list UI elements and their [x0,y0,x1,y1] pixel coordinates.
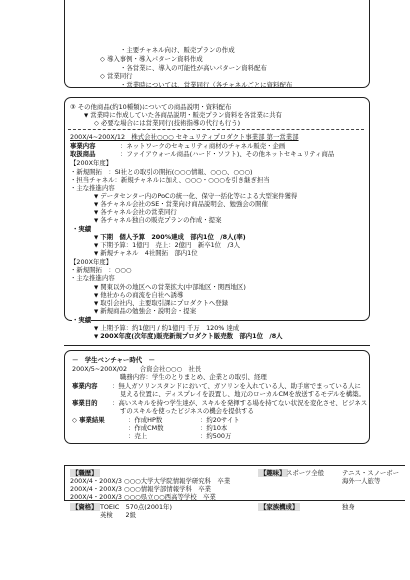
top-line-1: ・主要チャネル向け、販売プランの作成 [120,46,235,54]
y2-result-2: ▼ 200X年度(次年度)販売新規プロダクト販売数 部内1位 /8人 [94,332,283,341]
y2-bullet-1: ▼ 関東以外の地区への営業拡大(中部地区・関西地区) [94,283,246,292]
results-label: ◇ 事業結果 [72,416,105,424]
y1-result-3: ▼ 新規チャネル 4社開拓 部内1位 [94,249,198,258]
top-line-3: ・各営業に、導入の可能性が高いパターン資料配布 [120,64,267,72]
purpose-label: 事業目的 [72,399,98,407]
y1-bullet-2: ▼ 各チャネル会社のSE・営業向け商品説明会、勉強会の開催 [94,200,268,209]
profile-divider [64,500,404,501]
content-value: ：無人ガソリンスタンドにおいて、ガソリンを入れている人、助手席でまっている人に [112,382,361,390]
edu-line-1: 200X/4・200X/3 ○○○大学大学院情報学研究科 卒業 [70,477,231,485]
sec2-head3: ◇ 必要な場合には営業同行(技術指導の代行も行う) [94,119,241,127]
venture-title: － 学生ベンチャー時代 － [72,356,155,364]
y2-result-1: ▼ 上期予算：約1億円 / 約1億円 千万 120% 達成 [94,324,239,333]
qual-label: 【資格】 [72,503,98,511]
family-label: 【家族構成】 [260,503,299,511]
top-line-5: ・営業時については、営業同行（各チャネルごとに資料配布 [120,81,293,89]
prod-label: 取扱商品 [70,150,96,158]
venture-period: 200X/5~200X/02 合資会社○○○ 社長 [72,365,202,373]
family-value: 独身 [342,503,355,511]
result-val-3: ：約500万 [200,432,232,440]
y1-result-label: ・実績 [72,225,92,233]
result-key-1: ：作成HP数 [128,416,163,424]
y2-item-1: ・新規開拓 ：○○○ [70,266,132,274]
qual-value-2: 英検 2級 [100,511,137,519]
job-label: 事業内容 [70,142,96,150]
y1-bullet-4: ▼ 各チャネル独自の販売プランの作成・提案 [94,216,221,225]
result-key-2: ：作成CM数 [128,424,164,432]
content-label: 事業内容 [72,382,98,390]
y2-head: 【200X年度】 [70,258,113,266]
edu-line-2: 200X/4・200X/3 ○○○情報学部情報学科 卒業 [70,485,212,493]
result-val-2: ：約10本 [200,424,228,432]
y2-bullet-4: ▼ 新規商品の勉強会・説明会・提案 [94,307,196,316]
y2-item-2: ・主な推進内容 [70,274,115,282]
y1-bullet-3: ▼ 各チャネル会社の営業同行 [94,208,177,217]
y1-head: 【200X年度】 [70,159,113,167]
y2-bullet-2: ▼ 他社からの商流を自社へ誘導 [94,291,183,300]
result-key-3: ：売上 [128,432,148,440]
prod-value: ：ファイアウォール商品(ハード・ソフト)、その他ネットセキュリティ商品 [120,150,335,158]
y1-item-2: ・担当チャネル：新規チャネルに加え、○○○・○○○を引き継ぎ担当 [70,176,270,184]
venture-role: 職務内容：学生のとりまとめ、企業との取引、経理 [120,373,267,381]
sec2-divider [68,129,364,130]
y1-bullet-1: ▼ データセンター内のPoCの統一化、保守一括化等による大型案件獲得 [94,192,297,201]
hobby-detail-2: 海外一人旅等 [342,477,381,485]
y2-result-label: ・実績 [72,316,92,324]
y2-bullet-3: ▼ 取引会社内、主要取引課にプロダクトへ登録 [94,299,228,308]
sec2-head1: ③ その他商品(約10種類)についての商品説明・資料配布 [70,103,232,111]
job-value: ：ネットワークのセキュリティ商材のチャネル販売・企画 [120,142,286,150]
hobby-value: スポーツ全般 [286,469,325,477]
y1-item-1: ・新規開拓 ：SI社との取引の開拓(○○○情報、○○○、○○○) [70,168,253,176]
y1-item-3: ・主な推進内容 [70,184,115,192]
hobby-label: 【趣味】 [260,469,286,477]
y1-result-1: ▼ 下期 個人予算 200%達成 部内1位 /8人(率) [94,233,246,242]
purpose-value-2: すのスキルを使ったビジネスの機会を提供する [120,407,254,415]
top-line-4: ◇ 営業同行 [100,72,133,80]
edu-line-3: 200X/4・200X/3 ○○○県立○○西高等学校 卒業 [70,493,216,501]
sec2-head2: ▼ 営業時に作成していた各商品説明・販売プラン資料を各営業に共有 [84,111,282,120]
qual-value: TOEIC 570点(2001年) [100,503,172,511]
sec2-bottom-line [64,345,370,346]
content-value-2: 見える位置に、ディスプレイを設置し、地元のローカルCMを放送するモデルを構築。 [120,390,365,398]
y1-result-2: ▼ 下期予算：1億円 売上：2億円 新卒1位 /3人 [94,241,240,250]
company-line: 200X/4~200X/12 株式会社○○○ セキュリティプロダクト事業部 第一営業部 [70,133,299,141]
hobby-detail: テニス・スノーボー [342,469,400,477]
purpose-value: ：高いスキルを持つ学生達が、スキルを発揮する場を持てない状況を変化させ、ビジネス [112,399,368,407]
edu-label: 【職歴】 [72,469,98,477]
result-val-1: ：約20サイト [200,416,240,424]
top-line-2: ◇ 導入事例・導入パターン資料作成 [100,55,203,63]
